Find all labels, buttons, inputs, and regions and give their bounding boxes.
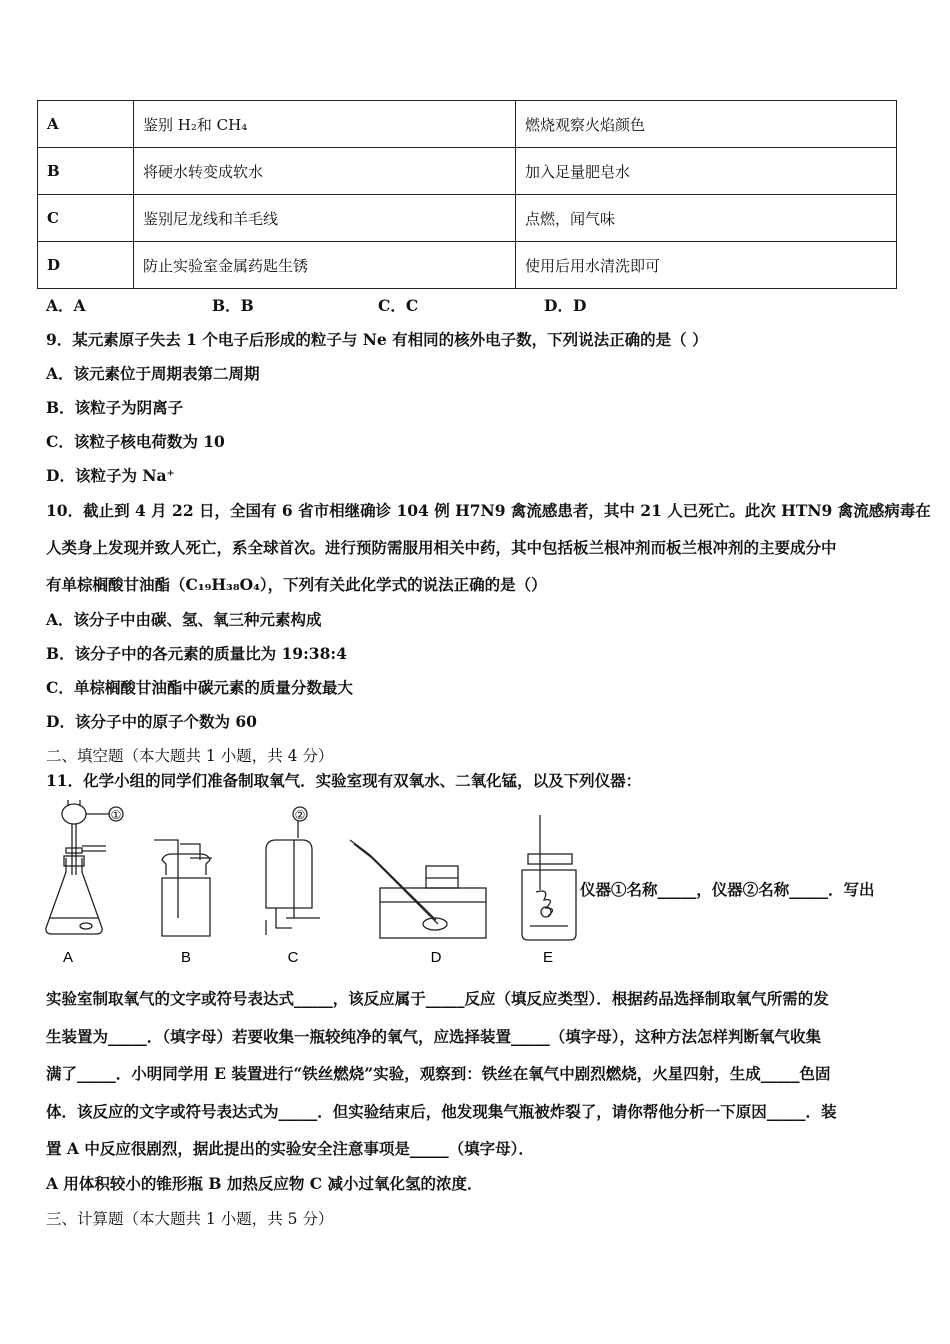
marker-1: ① (110, 808, 122, 822)
q9-option-a[interactable]: A．该元素位于周期表第二周期 (46, 364, 260, 383)
row-letter: C (38, 195, 134, 242)
choice-a[interactable]: A．A (46, 296, 86, 315)
row-method: 燃烧观察火焰颜色 (516, 101, 897, 148)
row-letter: A (38, 101, 134, 148)
row-task: 鉴别尼龙线和羊毛线 (134, 195, 516, 242)
row-task: 防止实验室金属药匙生锈 (134, 242, 516, 289)
apparatus-e (522, 815, 576, 940)
q11-safety-options[interactable]: A 用体积较小的锥形瓶 B 加热反应物 C 减小过氧化氢的浓度． (46, 1174, 483, 1193)
q11-body (46, 980, 906, 1168)
q10-option-d[interactable]: D．该分子中的原子个数为 60 (46, 712, 257, 731)
apparatus-c (266, 807, 320, 935)
q11-body-line: 满了_____．小明同学用 E 装置进行“铁丝燃烧”实验，观察到：铁丝在氧气中剧烈燃烧，火星四射，生成_____色固 (46, 1064, 831, 1083)
apparatus-figure (40, 800, 580, 970)
table-row (38, 148, 897, 195)
q10-option-b[interactable]: B．该分子中的各元素的质量比为 19:38:4 (46, 644, 347, 663)
q11-body-line: 置 A 中反应很剧烈，据此提出的实验安全注意事项是_____（填字母）． (46, 1139, 534, 1158)
q9-option-b[interactable]: B．该粒子为阴离子 (46, 398, 184, 417)
label-d: D (430, 949, 442, 966)
row-letter: B (38, 148, 134, 195)
marker-2: ② (294, 808, 306, 822)
apparatus-b (154, 840, 212, 936)
q10-option-a[interactable]: A．该分子中由碳、氢、氧三种元素构成 (46, 610, 322, 629)
row-letter: D (38, 242, 134, 289)
label-b: B (180, 949, 192, 966)
q11-body-line: 实验室制取氧气的文字或符号表达式_____，该反应属于_____反应（填反应类型）．根据药品选择制取氧气所需的发 (46, 989, 829, 1008)
q8-options-table (37, 100, 897, 289)
row-method: 使用后用水清洗即可 (516, 242, 897, 289)
section-2-heading: 二、填空题（本大题共 1 小题，共 4 分） (46, 747, 334, 765)
row-method: 加入足量肥皂水 (516, 148, 897, 195)
q11-body-line: 体．该反应的文字或符号表达式为_____．但实验结束后，他发现集气瓶被炸裂了，请你帮他分析一下原因_____．装 (46, 1101, 837, 1121)
label-c: C (287, 949, 299, 966)
q11-body-line: 生装置为_____．（填字母）若要收集一瓶较纯净的氧气，应选择装置_____（填字母），这种方法怎样判断氧气收集 (46, 1026, 822, 1046)
table-row (38, 195, 897, 242)
q10-stem-line-3: 有单棕榈酸甘油酯（C₁₉H₃₈O₄），下列有关此化学式的说法正确的是（） (46, 575, 547, 594)
table-row (38, 101, 897, 148)
q8-choices (46, 294, 710, 316)
q9-option-d[interactable]: D．该粒子为 Na⁺ (46, 466, 175, 485)
row-method: 点燃，闻气味 (516, 195, 897, 242)
q10-stem-line-2: 人类身上发现并致人死亡，系全球首次。进行预防需服用相关中药，其中包括板兰根冲剂而板兰根冲剂的主要成分中 (46, 538, 837, 557)
q10-option-c[interactable]: C．单棕榈酸甘油酯中碳元素的质量分数最大 (46, 678, 353, 697)
q9-option-c[interactable]: C．该粒子核电荷数为 10 (46, 432, 225, 451)
row-task: 将硬水转变成软水 (134, 148, 516, 195)
table-row (38, 242, 897, 289)
section-3-heading: 三、计算题（本大题共 1 小题，共 5 分） (46, 1210, 334, 1228)
choice-c[interactable]: C．C (378, 296, 419, 315)
label-e: E (542, 949, 554, 966)
q11-stem: 11．化学小组的同学们准备制取氧气．实验室现有双氧水、二氧化锰，以及下列仪器： (46, 771, 642, 790)
apparatus-d (350, 840, 486, 938)
q9-stem: 9．某元素原子失去 1 个电子后形成的粒子与 Ne 有相同的核外电子数，下列说法正确的是（ ） (46, 330, 708, 349)
label-a: A (62, 949, 74, 966)
q11-side-text: 仪器①名称_____，仪器②名称_____．写出 (580, 880, 875, 899)
choice-b[interactable]: B．B (212, 296, 254, 315)
choice-d[interactable]: D．D (544, 296, 587, 315)
q10-stem-line-1: 10．截止到 4 月 22 日，全国有 6 省市相继确诊 104 例 H7N9 禽流感患者，其中 21 人已死亡。此次 HTN9 禽流感病毒在 (46, 501, 931, 520)
row-task: 鉴别 H₂和 CH₄ (134, 101, 516, 148)
